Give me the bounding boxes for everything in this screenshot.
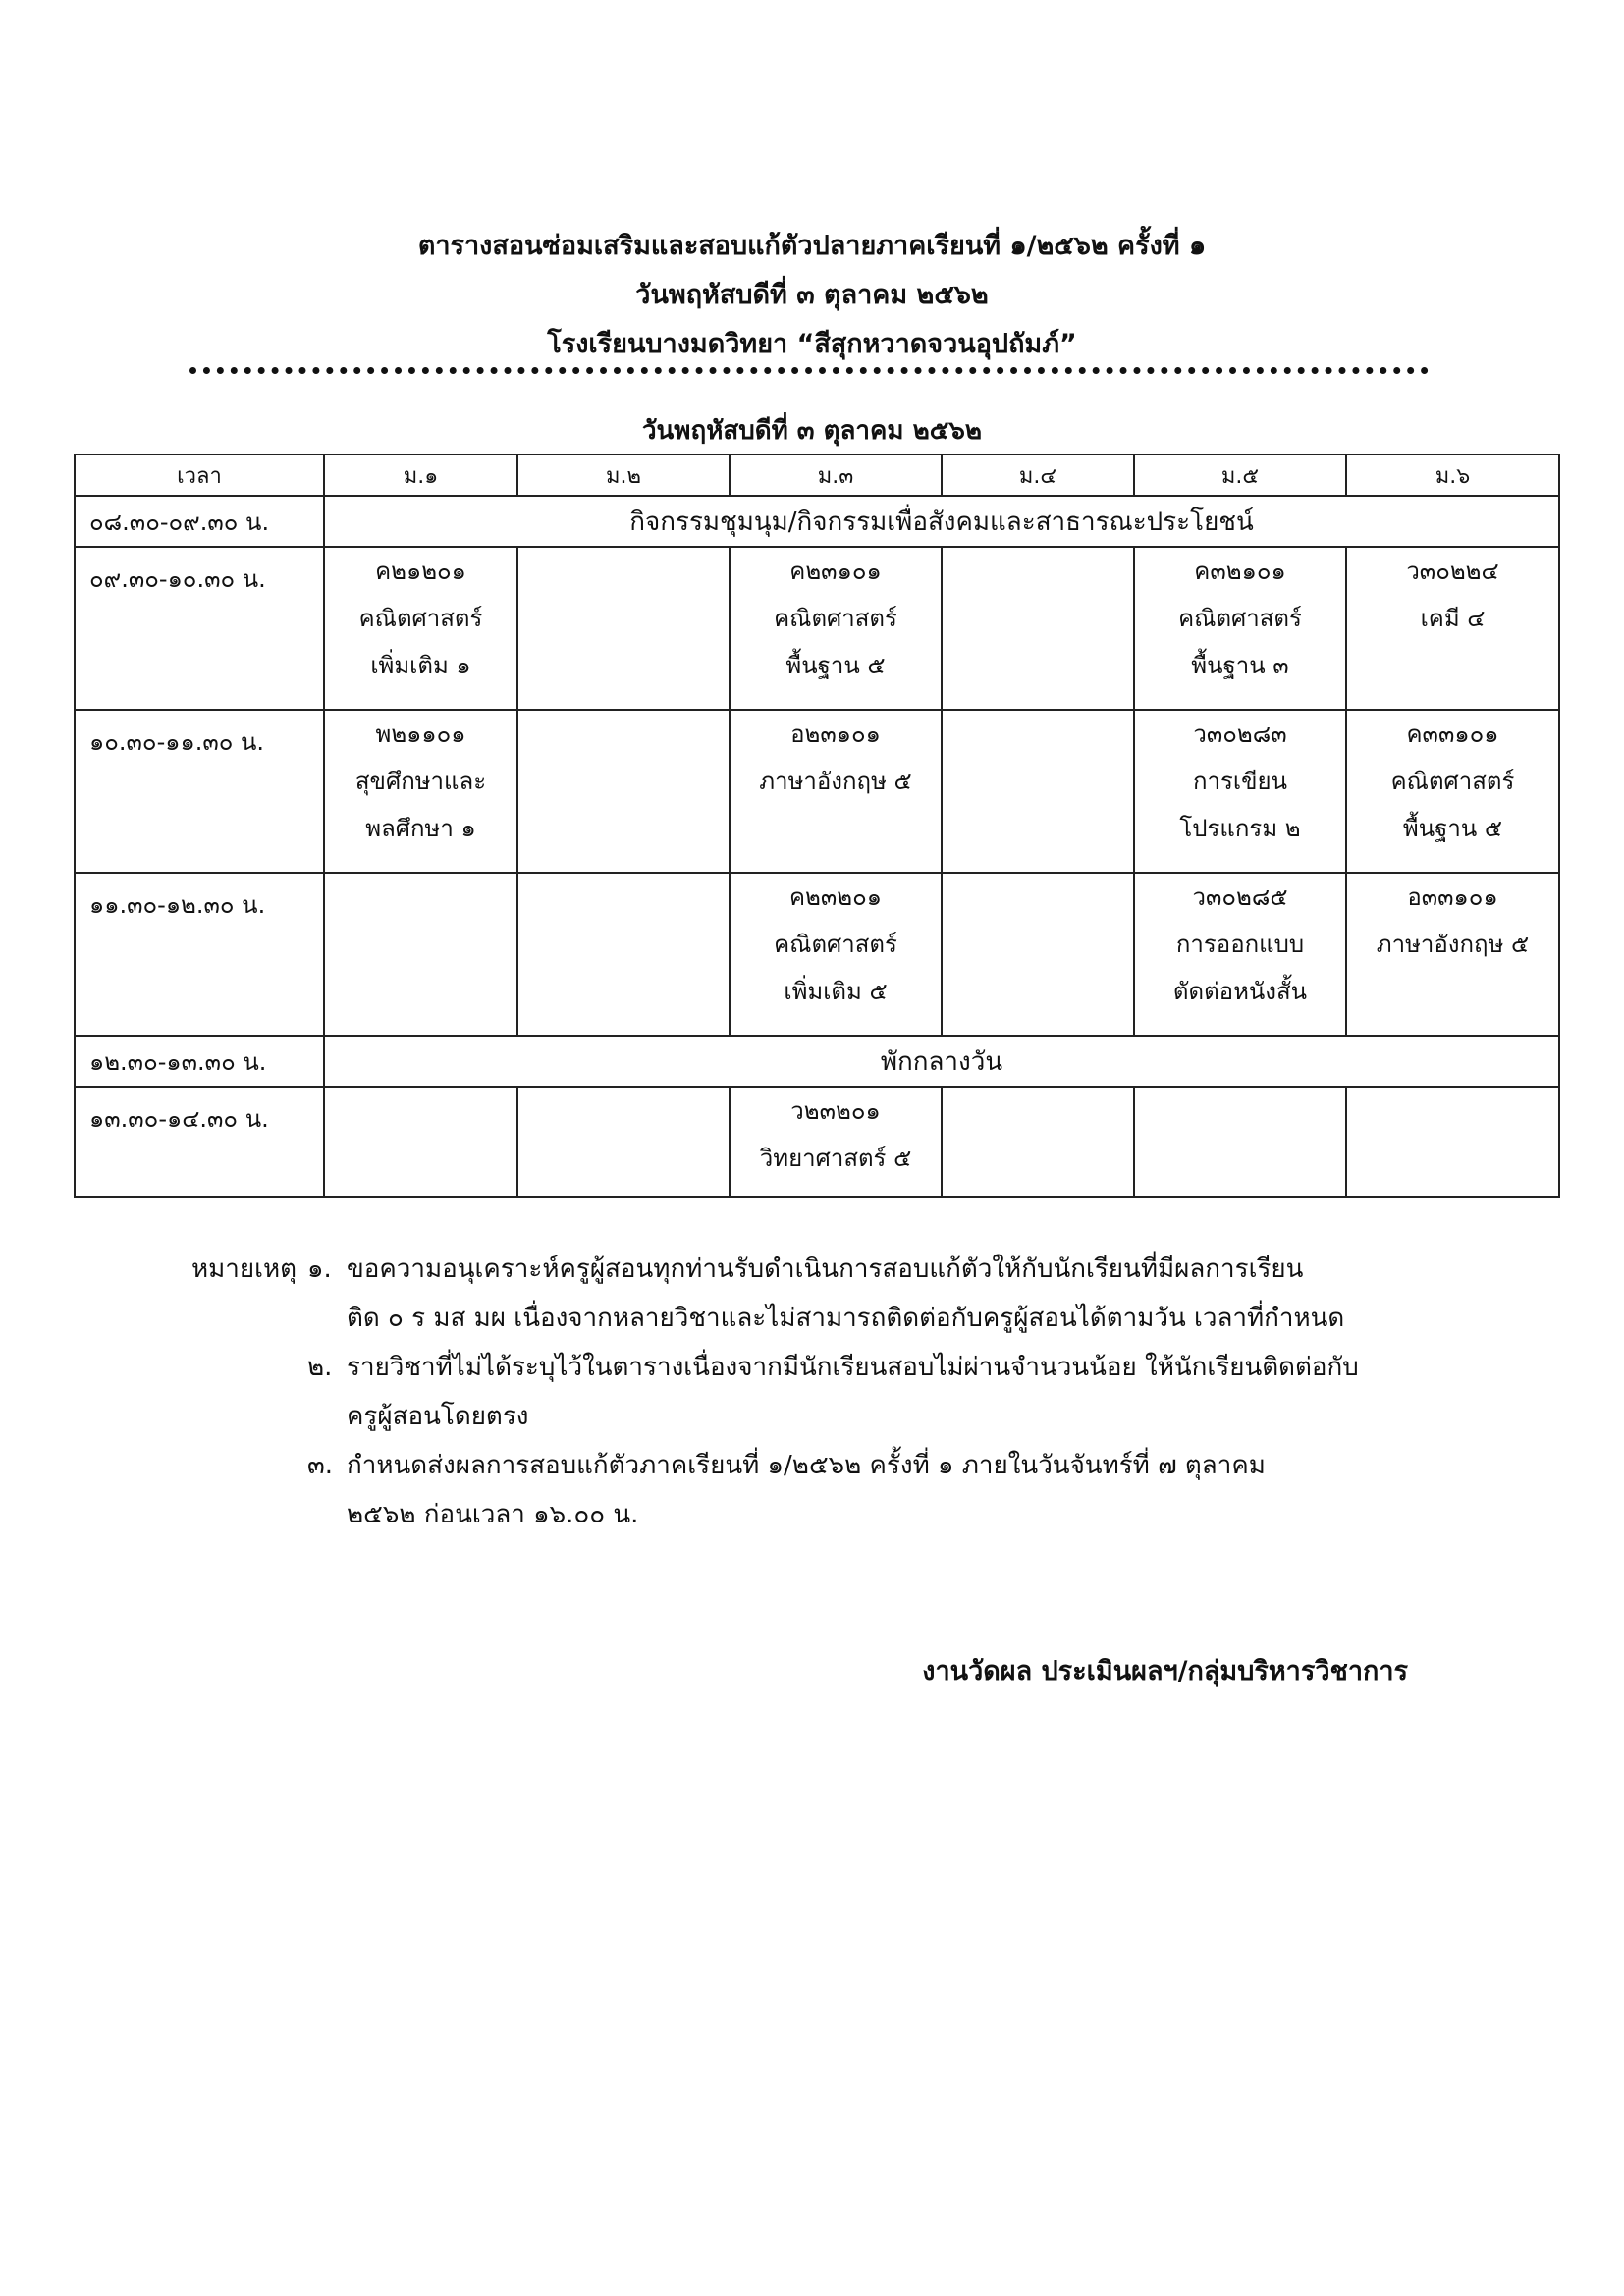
header-m2: ม.๒: [517, 454, 730, 496]
table-row: [75, 710, 1559, 873]
subject-code: อ๓๓๑๐๑: [1407, 883, 1498, 911]
subject-cell: [517, 873, 730, 1036]
subject-cell: [730, 1087, 942, 1197]
subject-cell: [942, 710, 1134, 873]
document-title: ตารางสอนซ่อมเสริมและสอบแก้ตัวปลายภาคเรียนที่ ๑/๒๕๖๒ ครั้งที่ ๑: [417, 231, 1207, 261]
subject-name: เพิ่มเติม ๑: [370, 652, 471, 679]
subject-code: พ๒๑๑๐๑: [375, 721, 466, 748]
subject-cell: [1346, 1087, 1559, 1197]
subject-cell: [517, 1087, 730, 1197]
time-cell: ๑๐.๓๐-๑๑.๓๐ น.: [75, 710, 324, 873]
subject-cell: [730, 547, 942, 710]
time-cell: ๐๘.๓๐-๐๙.๓๐ น.: [75, 496, 324, 547]
note-number: ๑.: [307, 1255, 332, 1284]
time-cell: ๑๑.๓๐-๑๒.๓๐ น.: [75, 873, 324, 1036]
subject-name: พื้นฐาน ๕: [1402, 815, 1503, 842]
note-text-continued: ครูผู้สอนโดยตรง: [347, 1402, 529, 1431]
subject-cell: [324, 873, 517, 1036]
subject-name: ตัดต่อหนังสั้น: [1172, 978, 1308, 1005]
subject-code: ว๓๐๒๒๔: [1406, 558, 1499, 585]
subject-code: ว๓๐๒๘๕: [1192, 883, 1288, 911]
header-m6: ม.๖: [1346, 454, 1559, 496]
subject-name: คณิตศาสตร์: [1178, 605, 1302, 632]
note-item: [191, 1441, 1466, 1490]
subject-cell: [517, 547, 730, 710]
subject-name: เพิ่มเติม ๕: [784, 978, 888, 1005]
table-row: [75, 1036, 1559, 1087]
header-m5: ม.๕: [1134, 454, 1346, 496]
subject-name: ภาษาอังกฤษ ๕: [759, 768, 912, 795]
time-cell: ๐๙.๓๐-๑๐.๓๐ น.: [75, 547, 324, 710]
subject-cell: [1134, 547, 1346, 710]
subject-name: คณิตศาสตร์: [774, 605, 897, 632]
subject-cell: [942, 873, 1134, 1036]
table-row: [75, 496, 1559, 547]
table-row: [75, 547, 1559, 710]
note-item: [191, 1245, 1466, 1294]
activity-cell: พักกลางวัน: [324, 1036, 1559, 1087]
subject-cell: [942, 547, 1134, 710]
subject-cell: [1134, 873, 1346, 1036]
subject-name: ภาษาอังกฤษ ๕: [1376, 931, 1530, 958]
subject-name: โปรแกรม ๒: [1179, 815, 1301, 842]
subject-cell: [730, 710, 942, 873]
subject-cell: [1134, 710, 1346, 873]
subject-name: พื้นฐาน ๕: [785, 652, 886, 679]
dotted-divider: [189, 367, 1429, 374]
header-time: เวลา: [75, 454, 324, 496]
header-m4: ม.๔: [942, 454, 1134, 496]
activity-cell: กิจกรรมชุมนุม/กิจกรรมเพื่อสังคมและสาธารณะประโยชน์: [324, 496, 1559, 547]
subject-name: การออกแบบ: [1175, 931, 1305, 958]
signature: งานวัดผล ประเมินผลฯ/กลุ่มบริหารวิชาการ: [922, 1656, 1408, 1686]
subject-cell: [730, 873, 942, 1036]
subject-cell: [324, 710, 517, 873]
subject-name: คณิตศาสตร์: [774, 931, 897, 958]
note-text: กำหนดส่งผลการสอบแก้ตัวภาคเรียนที่ ๑/๒๕๖๒ ครั้งที่ ๑ ภายในวันจันทร์ที่ ๗ ตุลาคม: [347, 1451, 1266, 1480]
subject-cell: [1346, 873, 1559, 1036]
note-text-continued: ๒๕๖๒ ก่อนเวลา ๑๖.๐๐ น.: [347, 1500, 639, 1529]
notes-label: หมายเหตุ: [191, 1255, 298, 1284]
note-number: ๒.: [307, 1353, 333, 1382]
subject-cell: [324, 1087, 517, 1197]
header-m1: ม.๑: [324, 454, 517, 496]
subject-name: พลศึกษา ๑: [365, 815, 476, 842]
subject-code: ค๒๑๒๐๑: [375, 558, 466, 585]
subject-name: สุขศึกษาและ: [354, 768, 487, 795]
subject-cell: [1134, 1087, 1346, 1197]
subject-name: เคมี ๔: [1420, 605, 1486, 632]
subject-cell: [1346, 547, 1559, 710]
note-text: รายวิชาที่ไม่ได้ระบุไว้ในตารางเนื่องจากมีนักเรียนสอบไม่ผ่านจำนวนน้อย ให้นักเรียนติดต่อกับ: [347, 1353, 1359, 1382]
note-item: [191, 1343, 1466, 1392]
header-m3: ม.๓: [730, 454, 942, 496]
subject-code: ค๓๓๑๐๑: [1406, 721, 1499, 748]
subject-code: ว๓๐๒๘๓: [1193, 721, 1287, 748]
subject-name: คณิตศาสตร์: [1390, 768, 1515, 795]
time-cell: ๑๓.๓๐-๑๔.๓๐ น.: [75, 1087, 324, 1197]
subject-code: ว๒๓๒๐๑: [790, 1097, 881, 1125]
notes-section: [191, 1245, 1466, 1539]
subject-name: การเขียน: [1193, 768, 1287, 795]
time-cell: ๑๒.๓๐-๑๓.๓๐ น.: [75, 1036, 324, 1087]
table-header-row: [75, 454, 1559, 496]
subject-code: ค๒๓๑๐๑: [789, 558, 882, 585]
subject-name: วิทยาศาสตร์ ๕: [759, 1145, 912, 1172]
document-date: วันพฤหัสบดีที่ ๓ ตุลาคม ๒๕๖๒: [635, 280, 989, 310]
note-text: ขอความอนุเคราะห์ครูผู้สอนทุกท่านรับดำเนินการสอบแก้ตัวให้กับนักเรียนที่มีผลการเรียน: [347, 1255, 1304, 1284]
subject-code: ค๒๓๒๐๑: [789, 883, 882, 911]
table-title: วันพฤหัสบดีที่ ๓ ตุลาคม ๒๕๖๒: [641, 416, 983, 446]
subject-cell: [942, 1087, 1134, 1197]
subject-cell: [1346, 710, 1559, 873]
subject-code: ค๓๒๑๐๑: [1194, 558, 1286, 585]
school-name: โรงเรียนบางมดวิทยา “สีสุกหวาดจวนอุปถัมภ์”: [547, 329, 1077, 359]
subject-cell: [517, 710, 730, 873]
subject-cell: [324, 547, 517, 710]
subject-name: พื้นฐาน ๓: [1191, 652, 1289, 679]
schedule-table: [74, 454, 1560, 1198]
note-number: ๓.: [307, 1451, 334, 1480]
subject-name: คณิตศาสตร์: [358, 605, 483, 632]
subject-code: อ๒๓๑๐๑: [790, 721, 881, 748]
note-text-continued: ติด ๐ ร มส มผ เนื่องจากหลายวิชาและไม่สามารถติดต่อกับครูผู้สอนได้ตามวัน เวลาที่กำหนด: [347, 1304, 1345, 1333]
table-row: [75, 1087, 1559, 1197]
table-row: [75, 873, 1559, 1036]
